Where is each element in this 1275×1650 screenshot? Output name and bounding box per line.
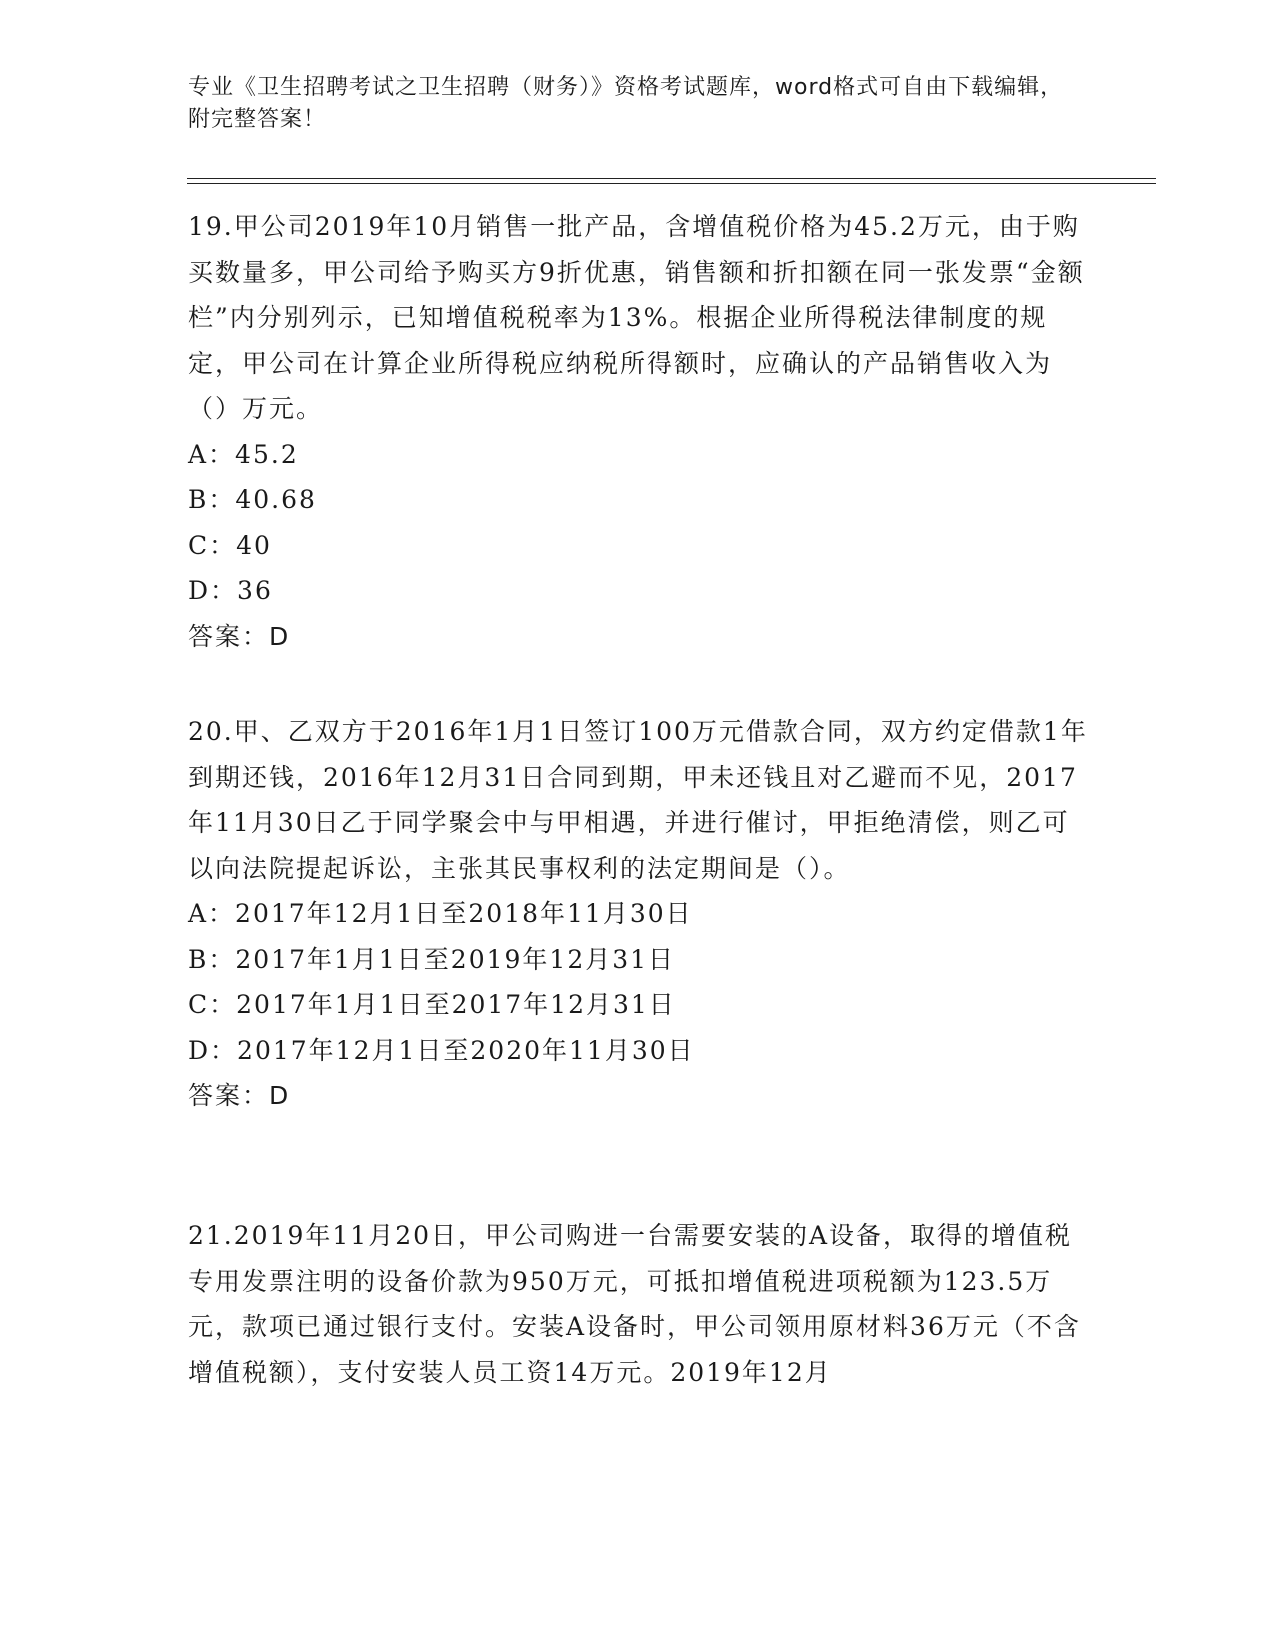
option-d: D：2017年12月1日至2020年11月30日 bbox=[188, 1035, 695, 1065]
header-divider bbox=[187, 178, 1156, 184]
answer-label: 答案：D bbox=[188, 1081, 291, 1110]
question-text: 21.2019年11月20日，甲公司购进一台需要安装的A设备，取得的增值税专用发票注明的设备价款为950万元，可抵扣增值税进项税额为123.5万元，款项已通过银行支付。安装A设备时，甲公司领用原材料36万元（不含增值税额），支付安装人员工资14万元。2019年12月 bbox=[188, 1221, 1081, 1387]
option-a: A：45.2 bbox=[188, 439, 299, 469]
question-21 bbox=[188, 1213, 1088, 1395]
document-header: 专业《卫生招聘考试之卫生招聘（财务）》资格考试题库，word格式可自由下载编辑，附完整答案！ bbox=[188, 75, 1064, 132]
option-d: D：36 bbox=[188, 576, 273, 605]
question-19 bbox=[188, 204, 1088, 659]
question-text: 19.甲公司2019年10月销售一批产品，含增值税价格为45.2万元，由于购买数量多，甲公司给予购买方9折优惠，销售额和折扣额在同一张发票“金额栏”内分别列示，已知增值税税率为13%。根据企业所得税法律制度的规定，甲公司在计算企业所得税应纳税所得额时，应确认的产品销售收入为（）万元。 bbox=[188, 212, 1085, 423]
option-b: B：2017年1月1日至2019年12月31日 bbox=[188, 944, 676, 974]
answer-label: 答案：D bbox=[188, 621, 291, 651]
question-text: 20.甲、乙双方于2016年1月1日签订100万元借款合同，双方约定借款1年到期还钱，2016年12月31日合同到期，甲未还钱且对乙避而不见，2017年11月30日乙于同学聚会中与甲相遇，并进行催讨，甲拒绝清偿，则乙可以向法院提起诉讼，主张其民事权利的法定期间是（）。 bbox=[188, 717, 1088, 883]
option-c: C：2017年1月1日至2017年12月31日 bbox=[188, 990, 676, 1019]
question-20 bbox=[188, 709, 1088, 1119]
option-c: C：40 bbox=[188, 530, 272, 560]
option-a: A：2017年12月1日至2018年11月30日 bbox=[188, 899, 693, 928]
option-b: B：40.68 bbox=[188, 485, 317, 514]
